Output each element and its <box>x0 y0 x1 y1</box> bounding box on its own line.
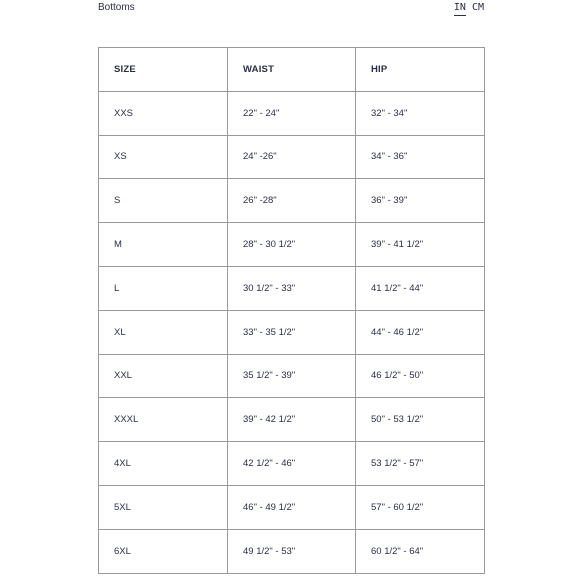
hip-cell: 57" - 60 1/2" <box>356 485 485 529</box>
waist-cell: 46" - 49 1/2" <box>228 485 356 529</box>
waist-cell: 24" -26" <box>228 135 356 179</box>
unit-option-in[interactable]: IN <box>454 2 466 16</box>
size-cell: XXL <box>99 354 228 398</box>
waist-cell: 30 1/2" - 33" <box>228 266 356 310</box>
table-row <box>99 354 485 398</box>
size-cell: XXXL <box>99 398 228 442</box>
size-chart-table <box>98 47 485 574</box>
table-row <box>99 442 485 486</box>
table-row <box>99 485 485 529</box>
hip-cell: 50" - 53 1/2" <box>356 398 485 442</box>
table-row <box>99 266 485 310</box>
table-row <box>99 179 485 223</box>
table-row <box>99 223 485 267</box>
unit-option-cm[interactable]: CM <box>471 2 484 13</box>
hip-cell: 32" - 34" <box>356 91 485 135</box>
waist-cell: 22" - 24" <box>228 91 356 135</box>
size-cell: L <box>99 266 228 310</box>
table-row <box>99 135 485 179</box>
hip-cell: 39" - 41 1/2" <box>356 223 485 267</box>
hip-cell: 53 1/2" - 57" <box>356 442 485 486</box>
size-cell: S <box>99 179 228 223</box>
size-cell: M <box>99 223 228 267</box>
size-cell: XXS <box>99 91 228 135</box>
size-cell: 6XL <box>99 529 228 573</box>
table-row <box>99 91 485 135</box>
hip-cell: 41 1/2" - 44" <box>356 266 485 310</box>
table-header-row <box>99 48 485 92</box>
column-header-size: SIZE <box>99 48 228 92</box>
table-row <box>99 310 485 354</box>
size-cell: XS <box>99 135 228 179</box>
hip-cell: 46 1/2" - 50" <box>356 354 485 398</box>
section-title: Bottoms <box>98 2 135 13</box>
table-row <box>99 398 485 442</box>
waist-cell: 42 1/2" - 46" <box>228 442 356 486</box>
waist-cell: 33" - 35 1/2" <box>228 310 356 354</box>
size-cell: 4XL <box>99 442 228 486</box>
table-row <box>99 529 485 573</box>
size-cell: XL <box>99 310 228 354</box>
waist-cell: 35 1/2" - 39" <box>228 354 356 398</box>
waist-cell: 39" - 42 1/2" <box>228 398 356 442</box>
hip-cell: 60 1/2" - 64" <box>356 529 485 573</box>
waist-cell: 28" - 30 1/2" <box>228 223 356 267</box>
waist-cell: 26" -28" <box>228 179 356 223</box>
waist-cell: 49 1/2" - 53" <box>228 529 356 573</box>
column-header-hip: HIP <box>356 48 485 92</box>
size-chart-header <box>98 2 486 18</box>
hip-cell: 34" - 36" <box>356 135 485 179</box>
size-cell: 5XL <box>99 485 228 529</box>
hip-cell: 36" - 39" <box>356 179 485 223</box>
column-header-waist: WAIST <box>228 48 356 92</box>
hip-cell: 44" - 46 1/2" <box>356 310 485 354</box>
unit-toggle <box>454 2 484 16</box>
